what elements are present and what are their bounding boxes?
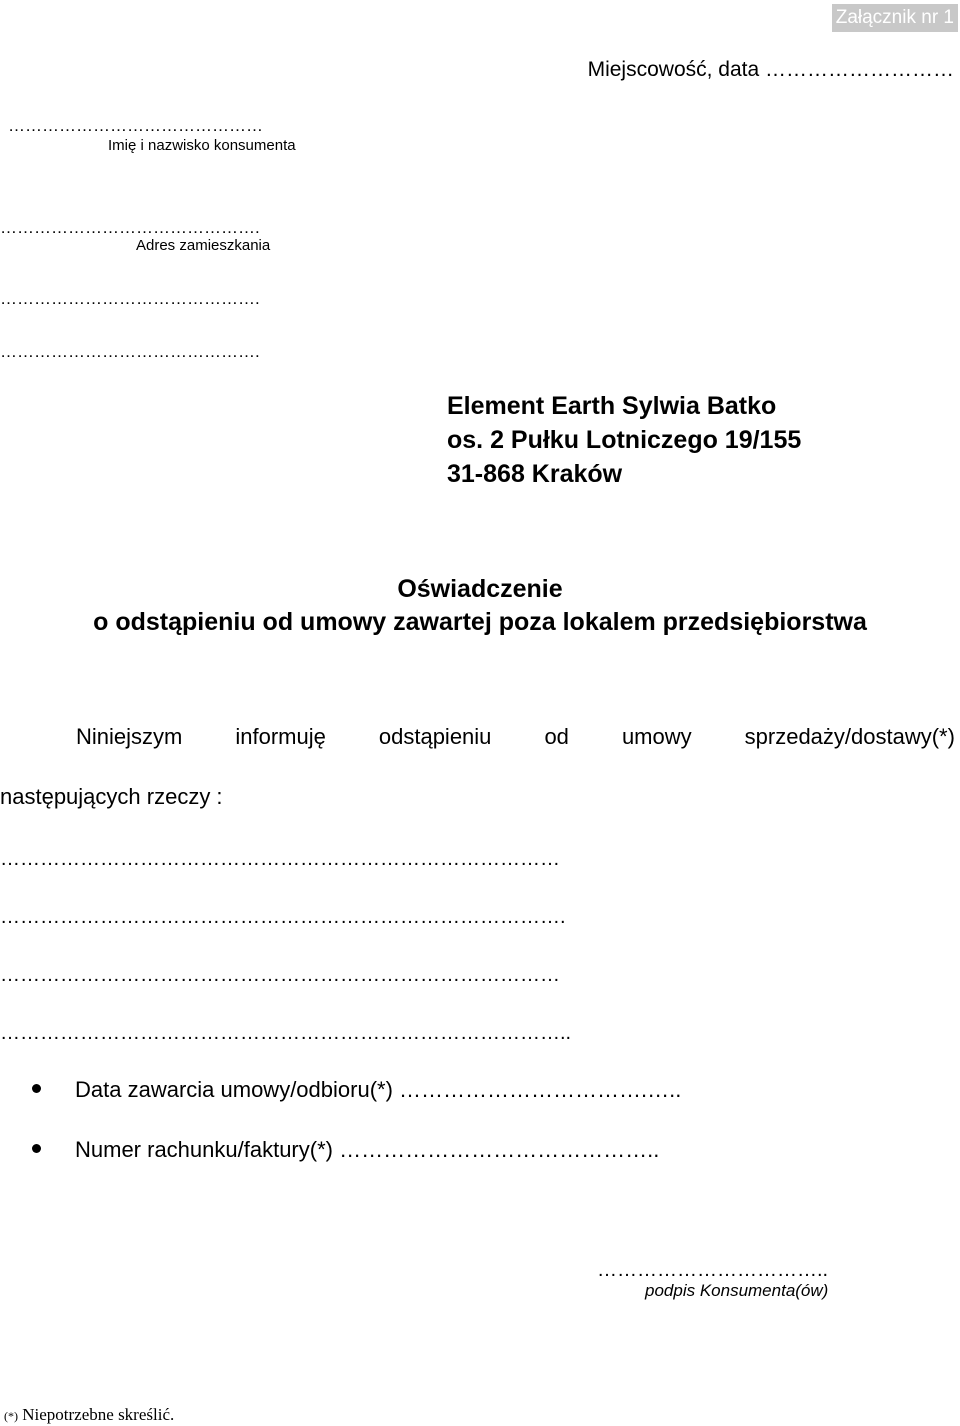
statement-word: Niniejszym <box>76 724 183 749</box>
recipient-street: os. 2 Pułku Lotniczego 19/155 <box>447 426 802 454</box>
items-fill-line-4: ………………………………………………………………………….. <box>0 1022 572 1044</box>
consumer-address-line-2: ………………………………………. <box>0 289 260 308</box>
signature-label: podpis Konsumenta(ów) <box>645 1281 829 1300</box>
consumer-address-line-3: ………………………………………. <box>0 342 260 361</box>
statement-word: informuję <box>235 724 326 749</box>
statement-line-1 <box>76 724 955 750</box>
bullet-icon <box>32 1144 41 1153</box>
signature-dots: …………………………….. <box>597 1259 829 1281</box>
statement-word: sprzedaży/dostawy(*) <box>744 724 955 749</box>
footnote <box>4 1405 174 1425</box>
place-date-field: Miejscowość, data ……………………… <box>587 58 954 81</box>
recipient-city: 31-868 Kraków <box>447 460 623 488</box>
recipient-company: Element Earth Sylwia Batko <box>447 392 777 420</box>
items-fill-line-2: …………………………………………………………………………. <box>0 906 566 928</box>
bullet-icon <box>32 1084 41 1093</box>
items-fill-line-1: ………………………………………………………………………… <box>0 848 560 870</box>
statement-word: od <box>544 724 569 749</box>
statement-word: umowy <box>621 724 692 749</box>
invoice-number-text: Numer rachunku/faktury(*) …………………………………….. <box>75 1137 660 1162</box>
consumer-name-label: Imię i nazwisko konsumenta <box>108 137 296 154</box>
attachment-label: Załącznik nr 1 <box>832 4 958 32</box>
footnote-text: Niepotrzebne skreślić. <box>22 1405 175 1424</box>
statement-word: odstąpieniu <box>378 724 492 749</box>
consumer-name-dots: ……………………………………… <box>8 116 263 135</box>
contract-date-field <box>32 1077 681 1103</box>
footnote-mark: (*) <box>4 1409 18 1423</box>
invoice-number-field <box>32 1137 659 1163</box>
consumer-address-label: Adres zamieszkania <box>136 237 271 254</box>
items-fill-line-3: ………………………………………………………………………… <box>0 964 560 986</box>
statement-line-2: następujących rzeczy : <box>0 784 223 809</box>
document-title: Oświadczenie <box>397 575 563 603</box>
contract-date-text: Data zawarcia umowy/odbioru(*) …………………………….….. <box>75 1077 682 1102</box>
document-subtitle: o odstąpieniu od umowy zawartej poza lokalem przedsiębiorstwa <box>93 608 867 636</box>
consumer-address-dots: ………………………………………. <box>0 218 260 237</box>
